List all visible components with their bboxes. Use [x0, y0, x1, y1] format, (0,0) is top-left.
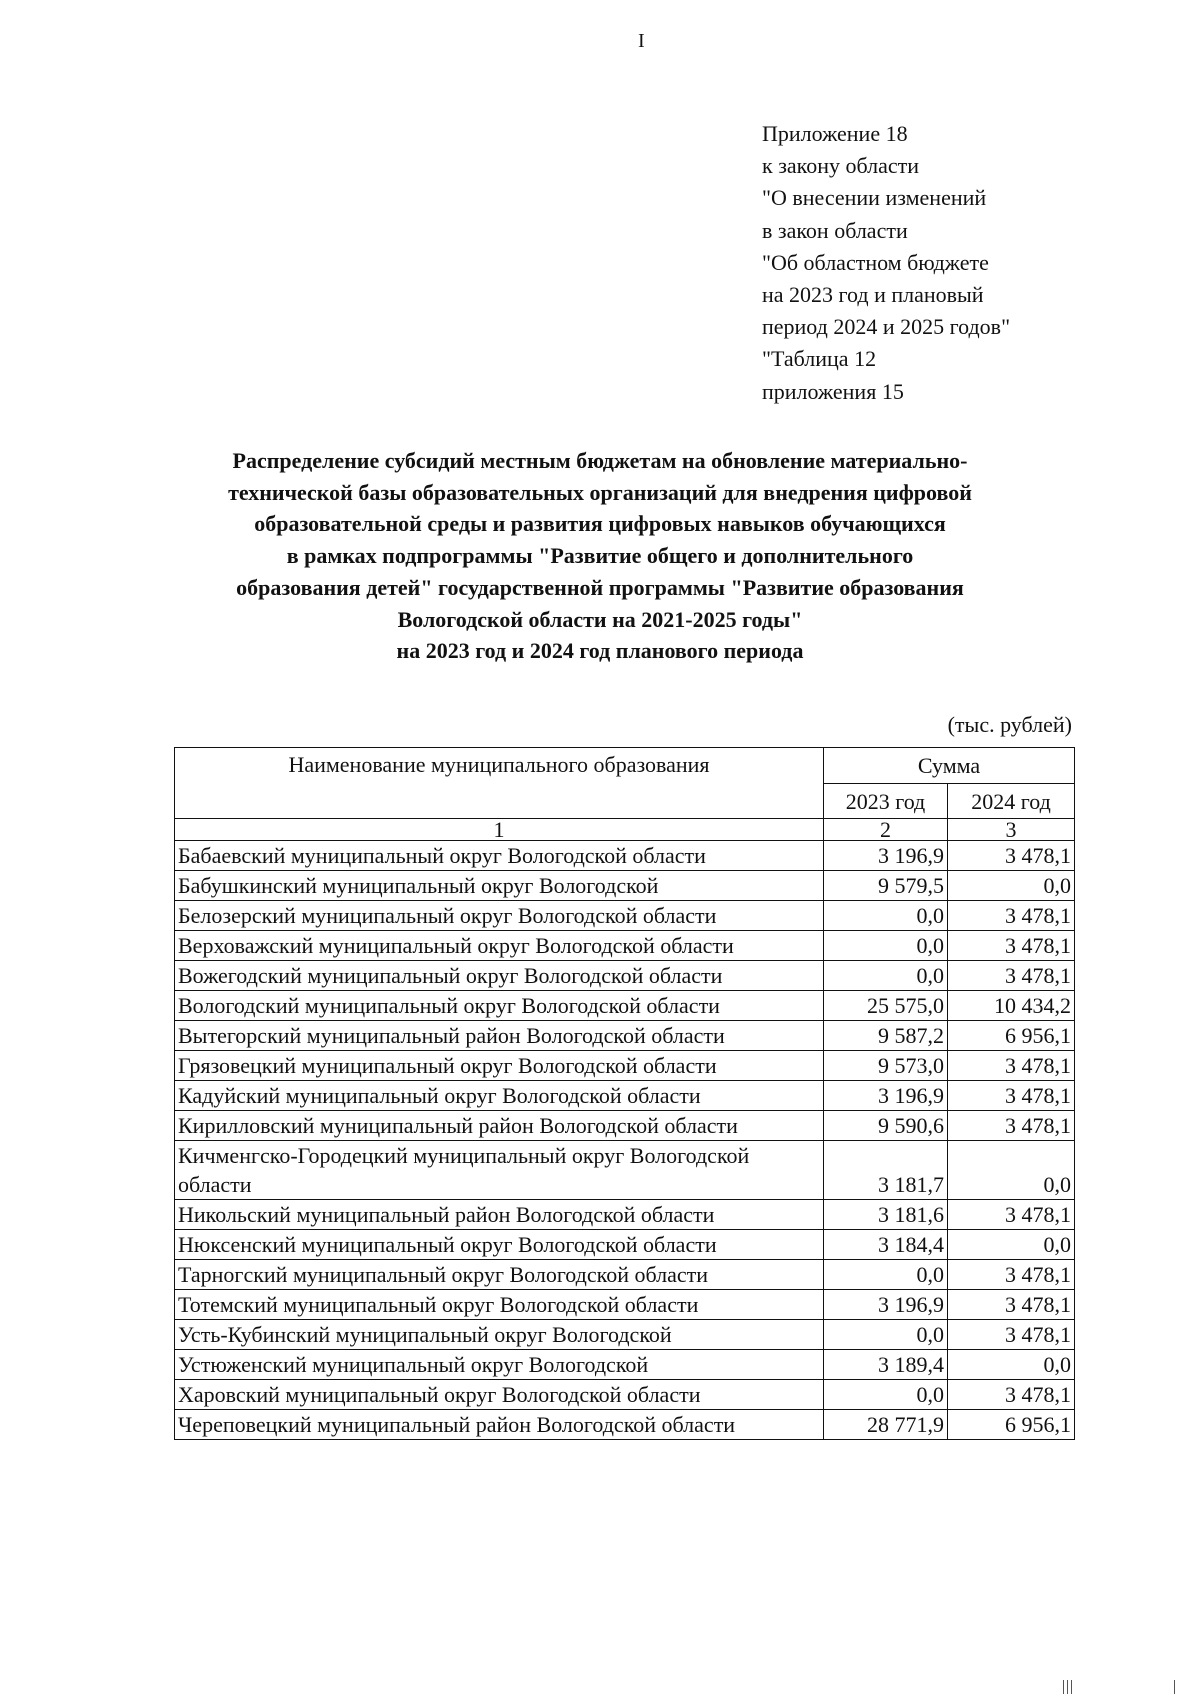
amount-2023: 3 196,9: [824, 841, 948, 871]
municipality-name: Нюксенский муниципальный округ Вологодской области: [175, 1230, 824, 1260]
column-number: 3: [948, 819, 1075, 841]
amount-2024: 3 478,1: [948, 841, 1075, 871]
table-row: [175, 1141, 1075, 1200]
document-title: [150, 445, 1050, 667]
appendix-line: период 2024 и 2025 годов": [762, 314, 1011, 340]
amount-2024: 3 478,1: [948, 1051, 1075, 1081]
municipality-name: Вологодский муниципальный округ Вологодской области: [175, 991, 824, 1021]
table-row: [175, 991, 1075, 1021]
title-line: в рамках подпрограммы "Развитие общего и дополнительного: [286, 543, 914, 569]
amount-2024: 3 478,1: [948, 1260, 1075, 1290]
appendix-line: на 2023 год и плановый: [762, 282, 984, 308]
amount-2024: 0,0: [948, 1350, 1075, 1380]
table-row: [175, 1021, 1075, 1051]
header-municipality: Наименование муниципального образования: [175, 748, 824, 819]
amount-2024: 3 478,1: [948, 1081, 1075, 1111]
amount-2024: 3 478,1: [948, 1290, 1075, 1320]
amount-2024: 3 478,1: [948, 901, 1075, 931]
municipality-name: Усть-Кубинский муниципальный округ Вологодской: [175, 1320, 824, 1350]
amount-2023: 0,0: [824, 1260, 948, 1290]
table-row: [175, 1051, 1075, 1081]
table-row: [175, 1111, 1075, 1141]
amount-2024: 3 478,1: [948, 1111, 1075, 1141]
appendix-line: приложения 15: [762, 378, 904, 404]
municipality-name: Тарногский муниципальный округ Вологодской области: [175, 1260, 824, 1290]
column-number: 1: [175, 819, 824, 841]
amount-2023: 0,0: [824, 931, 948, 961]
municipality-name: Кадуйский муниципальный округ Вологодской области: [175, 1081, 824, 1111]
amount-2024: 10 434,2: [948, 991, 1075, 1021]
municipality-name: Кичменгско-Городецкий муниципальный округ Вологодской области: [175, 1141, 824, 1200]
amount-2024: 3 478,1: [948, 1320, 1075, 1350]
header-2024: 2024 год: [948, 784, 1075, 819]
municipality-name: Никольский муниципальный район Вологодской области: [175, 1200, 824, 1230]
units-label: (тыс. рублей): [947, 712, 1072, 737]
table-row: [175, 1350, 1075, 1380]
amount-2023: 9 587,2: [824, 1021, 948, 1051]
amount-2023: 0,0: [824, 961, 948, 991]
amount-2024: 6 956,1: [948, 1021, 1075, 1051]
table-row: [175, 1200, 1075, 1230]
amount-2024: 0,0: [948, 1230, 1075, 1260]
municipality-name: Череповецкий муниципальный район Вологодской области: [175, 1410, 824, 1440]
appendix-line: к закону области: [762, 153, 920, 179]
table-row: [175, 1380, 1075, 1410]
municipality-name: Верховажский муниципальный округ Вологодской области: [175, 931, 824, 961]
title-line: технической базы образовательных организаций для внедрения цифровой: [228, 479, 972, 505]
municipality-name: Вожегодский муниципальный округ Вологодской области: [175, 961, 824, 991]
municipality-name: Тотемский муниципальный округ Вологодской области: [175, 1290, 824, 1320]
municipality-name: Харовский муниципальный округ Вологодской области: [175, 1380, 824, 1410]
amount-2023: 3 189,4: [824, 1350, 948, 1380]
amount-2023: 3 181,6: [824, 1200, 948, 1230]
table-row: [175, 901, 1075, 931]
table-row: [175, 1290, 1075, 1320]
municipality-name: Кирилловский муниципальный район Вологодской области: [175, 1111, 824, 1141]
header-sum: Сумма: [824, 748, 1075, 784]
municipality-name: Белозерский муниципальный округ Вологодской области: [175, 901, 824, 931]
appendix-line: Приложение 18: [762, 121, 908, 146]
table-row: [175, 961, 1075, 991]
table-row: [175, 931, 1075, 961]
amount-2023: 0,0: [824, 1380, 948, 1410]
table-row: [175, 841, 1075, 871]
amount-2023: 3 181,7: [824, 1141, 948, 1200]
title-line: образования детей" государственной программы "Развитие образования: [236, 574, 964, 600]
title-line: на 2023 год и 2024 год планового периода: [396, 638, 804, 664]
amount-2023: 3 196,9: [824, 1290, 948, 1320]
amount-2024: 3 478,1: [948, 961, 1075, 991]
amount-2023: 9 573,0: [824, 1051, 948, 1081]
amount-2024: 0,0: [948, 1141, 1075, 1200]
amount-2023: 9 590,6: [824, 1111, 948, 1141]
amount-2024: 3 478,1: [948, 1200, 1075, 1230]
amount-2023: 28 771,9: [824, 1410, 948, 1440]
title-line: Распределение субсидий местным бюджетам на обновление материально-: [232, 448, 968, 473]
amount-2024: 6 956,1: [948, 1410, 1075, 1440]
municipality-name: Бабушкинский муниципальный округ Вологодской: [175, 871, 824, 901]
title-line: образовательной среды и развития цифровых навыков обучающихся: [254, 511, 946, 537]
municipality-name: Бабаевский муниципальный округ Вологодской области: [175, 841, 824, 871]
title-line: Вологодской области на 2021-2025 годы": [397, 606, 803, 632]
amount-2024: 0,0: [948, 871, 1075, 901]
appendix-line: в закон области: [762, 217, 908, 243]
amount-2023: 9 579,5: [824, 871, 948, 901]
amount-2023: 25 575,0: [824, 991, 948, 1021]
table-row: [175, 1230, 1075, 1260]
page-mark: I: [638, 30, 645, 52]
municipality-name: Вытегорский муниципальный район Вологодской области: [175, 1021, 824, 1051]
table-row: [175, 1410, 1075, 1440]
amount-2023: 3 184,4: [824, 1230, 948, 1260]
amount-2023: 0,0: [824, 901, 948, 931]
amount-2023: 3 196,9: [824, 1081, 948, 1111]
subsidy-table: [174, 747, 1075, 1440]
municipality-name: Грязовецкий муниципальный округ Вологодской области: [175, 1051, 824, 1081]
appendix-line: "Таблица 12: [762, 346, 877, 372]
scan-mark: [1174, 1680, 1175, 1694]
table-row: [175, 1260, 1075, 1290]
scan-mark: [1063, 1680, 1083, 1694]
amount-2023: 0,0: [824, 1320, 948, 1350]
amount-2024: 3 478,1: [948, 1380, 1075, 1410]
appendix-line: "Об областном бюджете: [762, 249, 989, 275]
table-row: [175, 871, 1075, 901]
table-body: [175, 841, 1075, 1440]
column-number: 2: [824, 819, 948, 841]
amount-2024: 3 478,1: [948, 931, 1075, 961]
table-row: [175, 1320, 1075, 1350]
appendix-line: "О внесении изменений: [762, 185, 987, 211]
appendix-reference: [762, 118, 1010, 408]
municipality-name: Устюженский муниципальный округ Вологодской: [175, 1350, 824, 1380]
table-row: [175, 1081, 1075, 1111]
header-2023: 2023 год: [824, 784, 948, 819]
